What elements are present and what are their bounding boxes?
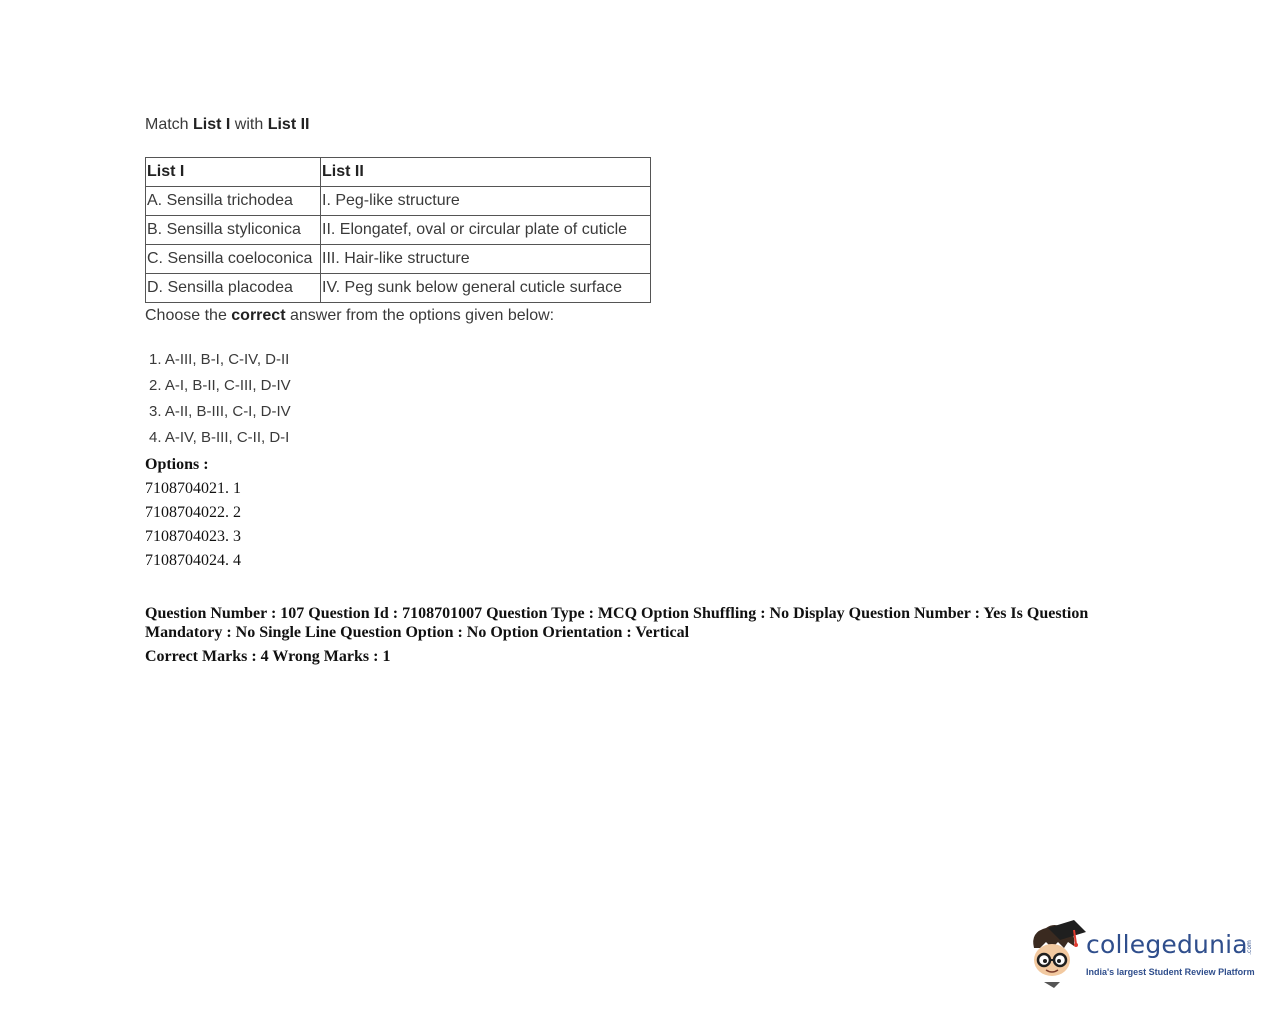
instruction-prefix: Choose the (145, 307, 232, 324)
instruction-suffix: answer from the options given below: (285, 307, 555, 324)
question-metadata (145, 604, 1125, 666)
option-id: 7108704023. 3 (145, 528, 241, 545)
intro-list1: List I (193, 116, 231, 133)
answer-choice-list (149, 350, 291, 454)
options-block (145, 455, 241, 575)
answer-choice: 1. A-III, B-I, C-IV, D-II (149, 351, 290, 368)
table-cell: II. Elongatef, oval or circular plate of cuticle (321, 216, 651, 245)
marks-line: Correct Marks : 4 Wrong Marks : 1 (145, 648, 391, 665)
collegedunia-logo (1024, 918, 1264, 990)
logo-tagline: India's largest Student Review Platform (1086, 967, 1255, 977)
option-id: 7108704021. 1 (145, 480, 241, 497)
intro-list2: List II (267, 116, 310, 133)
question-meta-line: Question Number : 107 Question Id : 7108701007 Question Type : MCQ Option Shuffling : No Display Question Number : Yes Is Question Mandatory : No Single Line Question Option : No Option Orientation : Vertical (145, 605, 1089, 641)
table-cell: D. Sensilla placodea (146, 274, 321, 303)
table-row (146, 187, 651, 216)
table-header-row (146, 158, 651, 187)
match-table (145, 157, 651, 303)
table-cell: C. Sensilla coeloconica (146, 245, 321, 274)
options-label: Options : (145, 456, 209, 473)
answer-choice: 3. A-II, B-III, C-I, D-IV (149, 403, 291, 420)
instruction-text (145, 307, 554, 325)
intro-mid: with (230, 116, 268, 133)
table-cell: IV. Peg sunk below general cuticle surface (321, 274, 651, 303)
instruction-bold: correct (231, 307, 286, 324)
table-header-list1: List I (146, 158, 321, 187)
logo-dotcom: .com (1245, 940, 1253, 955)
answer-choice: 4. A-IV, B-III, C-II, D-I (149, 429, 290, 446)
option-id: 7108704024. 4 (145, 552, 241, 569)
table-row (146, 245, 651, 274)
table-cell: III. Hair-like structure (321, 245, 651, 274)
question-intro (145, 116, 309, 134)
table-row (146, 274, 651, 303)
table-cell: I. Peg-like structure (321, 187, 651, 216)
student-mascot-icon (1024, 918, 1088, 990)
table-cell: A. Sensilla trichodea (146, 187, 321, 216)
table-row (146, 216, 651, 245)
table-cell: B. Sensilla styliconica (146, 216, 321, 245)
intro-prefix: Match (145, 116, 194, 133)
table-header-list2: List II (321, 158, 651, 187)
option-id: 7108704022. 2 (145, 504, 241, 521)
logo-wordmark: collegedunia (1086, 930, 1248, 959)
answer-choice: 2. A-I, B-II, C-III, D-IV (149, 377, 291, 394)
